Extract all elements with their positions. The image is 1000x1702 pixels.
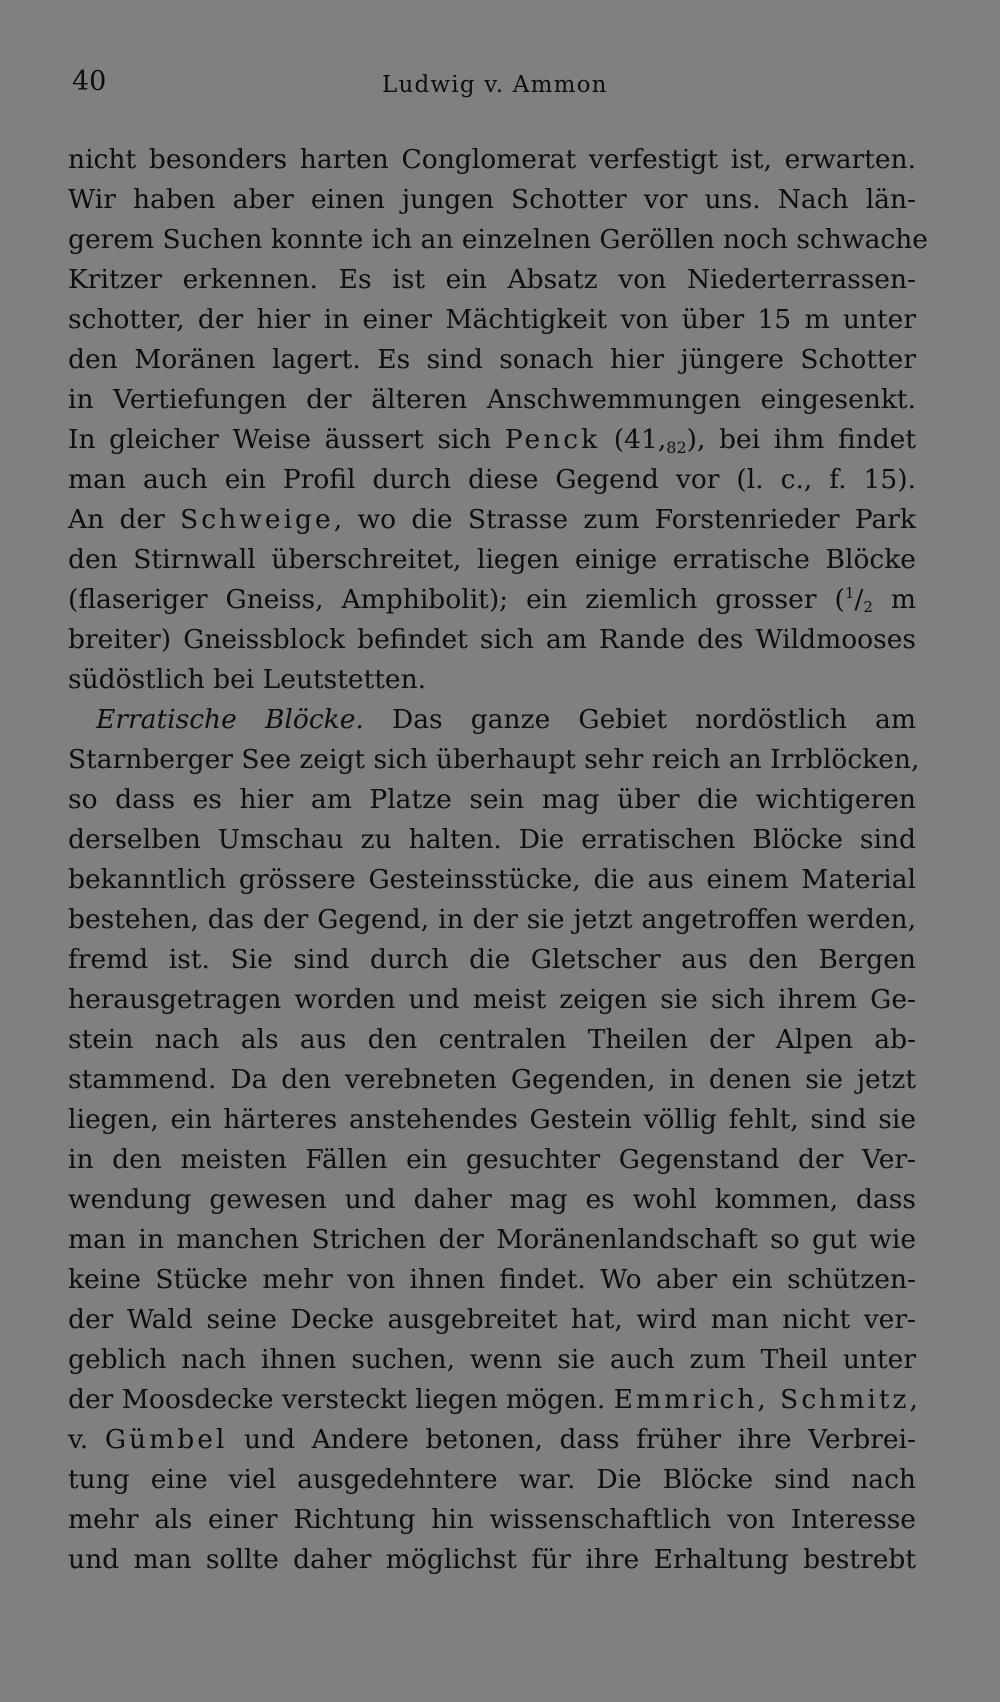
author-name: Penck <box>504 424 601 455</box>
text-line: mehr als einer Richtung hin wissenschaftlich von Interesse <box>68 1504 916 1535</box>
text-line: südöstlich bei Leutstetten. <box>68 664 427 695</box>
text-line <box>68 580 916 620</box>
place-name: Schweige <box>180 504 334 535</box>
text-run: und Andere betonen, dass früher ihre Verbrei- <box>227 1424 916 1455</box>
fraction-numerator: 1 <box>844 584 855 602</box>
text-line: Starnberger See zeigt sich überhaupt sehr reich an Irrblöcken, <box>68 744 920 775</box>
text-line: bekanntlich grössere Gesteinsstücke, die aus einem Material <box>68 864 916 895</box>
text-line <box>68 700 916 740</box>
text-line <box>68 1380 921 1420</box>
text-run: An der <box>68 504 181 535</box>
text-line: Kritzer erkennen. Es ist ein Absatz von Niederterrassen- <box>68 264 916 295</box>
text-run: ), bei ihm findet <box>686 424 916 455</box>
text-run: der Moosdecke versteckt liegen mögen. <box>68 1384 614 1415</box>
section-heading: Erratische Blöcke. <box>96 704 364 735</box>
text-line: so dass es hier am Platze sein mag über die wichtigeren <box>68 784 916 815</box>
text-line: herausgetragen worden und meist zeigen sie sich ihrem Ge- <box>68 984 916 1015</box>
text-line: nicht besonders harten Conglomerat verfestigt ist, erwarten. <box>68 144 916 175</box>
text-line: keine Stücke mehr von ihnen findet. Wo aber ein schützen- <box>68 1264 916 1295</box>
text-line: derselben Umschau zu halten. Die erratischen Blöcke sind <box>68 824 916 855</box>
text-line: stammend. Da den verebneten Gegenden, in denen sie jetzt <box>68 1064 916 1095</box>
text-line: liegen, ein härteres anstehendes Gestein völlig fehlt, sind sie <box>68 1104 916 1135</box>
text-run: , wo die Strasse zum Forstenrieder Park <box>333 504 916 535</box>
page-number: 40 <box>72 66 107 97</box>
text-line: schotter, der hier in einer Mächtigkeit von über 15 m unter <box>68 304 916 335</box>
text-line: gerem Suchen konnte ich an einzelnen Geröllen noch schwache <box>68 224 928 255</box>
text-line: in den meisten Fällen ein gesuchter Gegenstand der Ver- <box>68 1144 916 1175</box>
text-run: v. <box>68 1424 105 1455</box>
author-names: Emmrich, Schmitz, <box>613 1384 921 1415</box>
fraction-slash: / <box>854 584 864 615</box>
subscript: 82 <box>666 438 687 457</box>
page-header <box>72 66 917 106</box>
running-head: Ludwig v. Ammon <box>382 72 608 98</box>
text-line: der Wald seine Decke ausgebreitet hat, wird man nicht ver- <box>68 1304 916 1335</box>
text-run: m <box>872 584 916 615</box>
text-line: stein nach als aus den centralen Theilen der Alpen ab- <box>68 1024 916 1055</box>
text-run: Das ganze Gebiet nordöstlich am <box>363 704 916 735</box>
text-run: (41, <box>600 424 667 455</box>
author-name: Gümbel <box>104 1424 228 1455</box>
text-line: wendung gewesen und daher mag es wohl kommen, dass <box>68 1184 916 1215</box>
text-line <box>68 500 916 540</box>
text-line <box>68 420 916 460</box>
text-line: Wir haben aber einen jungen Schotter vor uns. Nach län- <box>68 184 916 215</box>
text-line <box>68 1420 916 1460</box>
text-line: tung eine viel ausgedehntere war. Die Blöcke sind nach <box>68 1464 916 1495</box>
body-text <box>68 140 928 1580</box>
text-line: den Moränen lagert. Es sind sonach hier jüngere Schotter <box>68 344 916 375</box>
text-line: breiter) Gneissblock befindet sich am Rande des Wildmooses <box>68 624 916 655</box>
text-run: In gleicher Weise äussert sich <box>68 424 505 455</box>
fraction-denominator: 2 <box>863 598 873 616</box>
text-line: und man sollte daher möglichst für ihre Erhaltung bestrebt <box>68 1544 916 1575</box>
text-line: fremd ist. Sie sind durch die Gletscher aus den Bergen <box>68 944 916 975</box>
text-line: man auch ein Profil durch diese Gegend vor (l. c., f. 15). <box>68 464 916 495</box>
text-line: man in manchen Strichen der Moränenlandschaft so gut wie <box>68 1224 916 1255</box>
text-line: in Vertiefungen der älteren Anschwemmungen eingesenkt. <box>68 384 916 415</box>
text-run: (flaseriger Gneiss, Amphibolit); ein ziemlich grosser ( <box>68 584 845 615</box>
text-line: geblich nach ihnen suchen, wenn sie auch zum Theil unter <box>68 1344 916 1375</box>
text-line: bestehen, das der Gegend, in der sie jetzt angetroffen werden, <box>68 904 916 935</box>
text-line: den Stirnwall überschreitet, liegen einige erratische Blöcke <box>68 544 916 575</box>
